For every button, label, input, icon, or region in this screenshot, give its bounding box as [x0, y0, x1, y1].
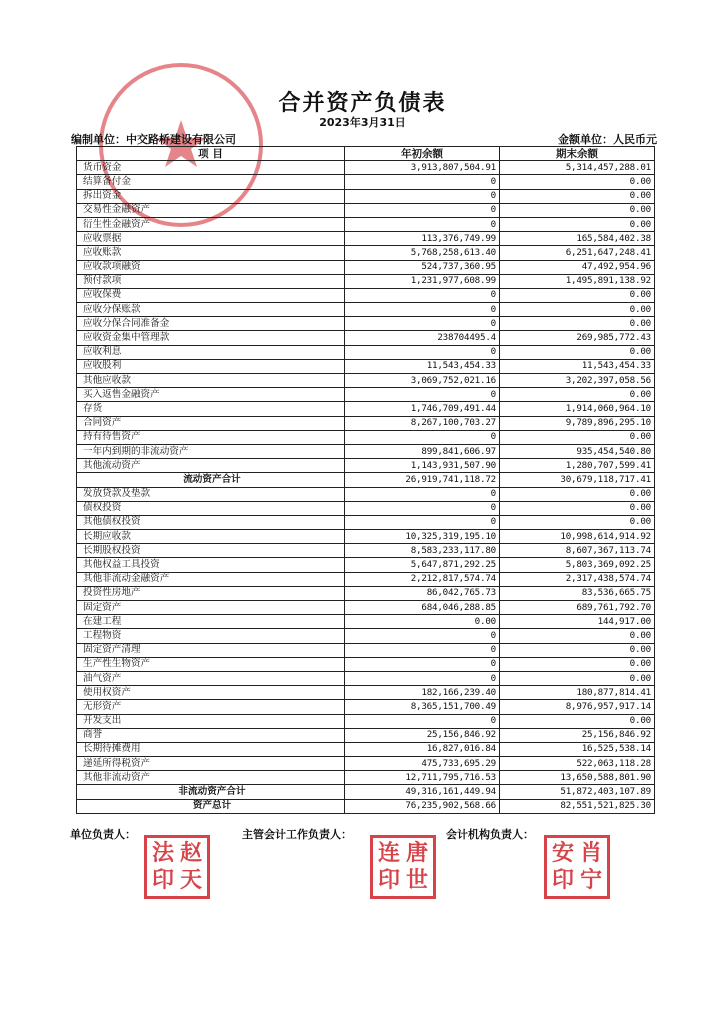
row-item: 递延所得税资产 [77, 757, 345, 771]
table-row [77, 757, 655, 771]
row-item: 工程物资 [77, 629, 345, 643]
table-row [77, 175, 655, 189]
row-item: 非流动资产合计 [77, 785, 345, 799]
row-begin-balance: 8,267,100,703.27 [345, 416, 500, 430]
signature-accounting-head: 主管会计工作负责人： [242, 828, 352, 841]
row-end-balance: 269,985,772.43 [500, 331, 655, 345]
table-row [77, 161, 655, 175]
table-row [77, 217, 655, 231]
row-item: 资产总计 [77, 799, 345, 813]
row-item: 应收分保账款 [77, 303, 345, 317]
row-end-balance: 47,492,954.96 [500, 260, 655, 274]
table-row [77, 586, 655, 600]
unit-label: 金额单位：人民币元 [558, 133, 657, 146]
row-end-balance: 5,803,369,092.25 [500, 558, 655, 572]
row-begin-balance: 0 [345, 203, 500, 217]
table-row [77, 203, 655, 217]
row-end-balance: 0.00 [500, 501, 655, 515]
header-end: 期末余额 [500, 147, 655, 161]
row-end-balance: 0.00 [500, 217, 655, 231]
row-item: 在建工程 [77, 615, 345, 629]
row-begin-balance: 0 [345, 657, 500, 671]
row-item: 商誉 [77, 728, 345, 742]
row-item: 衍生性金融资产 [77, 217, 345, 231]
table-row [77, 430, 655, 444]
signature-unit-head: 单位负责人： [70, 828, 136, 841]
row-begin-balance: 0 [345, 487, 500, 501]
row-end-balance: 0.00 [500, 189, 655, 203]
row-end-balance: 5,314,457,288.01 [500, 161, 655, 175]
header-item: 项 目 [77, 147, 345, 161]
row-end-balance: 83,536,665.75 [500, 586, 655, 600]
table-row [77, 359, 655, 373]
row-end-balance: 0.00 [500, 175, 655, 189]
table-row [77, 317, 655, 331]
row-item: 投资性房地产 [77, 586, 345, 600]
row-end-balance: 25,156,846.92 [500, 728, 655, 742]
row-item: 交易性金融资产 [77, 203, 345, 217]
row-begin-balance: 2,212,817,574.74 [345, 572, 500, 586]
row-item: 应收利息 [77, 345, 345, 359]
row-item: 其他债权投资 [77, 515, 345, 529]
company-label: 编制单位：中交路桥建设有限公司 [71, 133, 236, 146]
table-row [77, 487, 655, 501]
row-begin-balance: 0 [345, 515, 500, 529]
row-end-balance: 144,917.00 [500, 615, 655, 629]
row-item: 开发支出 [77, 714, 345, 728]
row-end-balance: 8,607,367,113.74 [500, 544, 655, 558]
row-end-balance: 82,551,521,825.30 [500, 799, 655, 813]
page-title: 合并资产负债表 [278, 91, 447, 116]
row-item: 无形资产 [77, 700, 345, 714]
report-date: 2023年3月31日 [319, 116, 406, 129]
table-row [77, 189, 655, 203]
row-begin-balance: 475,733,695.29 [345, 757, 500, 771]
row-end-balance: 6,251,647,248.41 [500, 246, 655, 260]
row-end-balance: 0.00 [500, 643, 655, 657]
table-row [77, 402, 655, 416]
row-begin-balance: 26,919,741,118.72 [345, 473, 500, 487]
table-row [77, 331, 655, 345]
row-begin-balance: 0 [345, 671, 500, 685]
row-begin-balance: 1,143,931,507.90 [345, 459, 500, 473]
row-item: 其他非流动金融资产 [77, 572, 345, 586]
row-begin-balance: 8,583,233,117.80 [345, 544, 500, 558]
row-end-balance: 689,761,792.70 [500, 601, 655, 615]
row-begin-balance: 0 [345, 189, 500, 203]
row-item: 持有待售资产 [77, 430, 345, 444]
row-end-balance: 0.00 [500, 203, 655, 217]
row-item: 预付款项 [77, 274, 345, 288]
row-end-balance: 10,998,614,914.92 [500, 530, 655, 544]
row-end-balance: 0.00 [500, 487, 655, 501]
row-item: 使用权资产 [77, 686, 345, 700]
row-item: 存货 [77, 402, 345, 416]
balance-sheet-table [76, 146, 655, 814]
table-row [77, 728, 655, 742]
row-item: 生产性生物资产 [77, 657, 345, 671]
row-begin-balance: 0 [345, 629, 500, 643]
row-begin-balance: 11,543,454.33 [345, 359, 500, 373]
table-row [77, 501, 655, 515]
table-row [77, 515, 655, 529]
row-begin-balance: 238704495.4 [345, 331, 500, 345]
row-end-balance: 13,650,588,801.90 [500, 771, 655, 785]
row-item: 固定资产清理 [77, 643, 345, 657]
table-header-row [77, 147, 655, 161]
row-begin-balance: 0 [345, 714, 500, 728]
table-row [77, 742, 655, 756]
table-row [77, 615, 655, 629]
table-row [77, 799, 655, 813]
row-item: 应收股利 [77, 359, 345, 373]
row-item: 应收款项融资 [77, 260, 345, 274]
table-row [77, 601, 655, 615]
row-item: 其他权益工具投资 [77, 558, 345, 572]
row-begin-balance: 0 [345, 217, 500, 231]
row-begin-balance: 5,768,258,613.40 [345, 246, 500, 260]
stamp-unit-head: 法 赵 印 天 [144, 835, 210, 899]
table-row [77, 459, 655, 473]
row-end-balance: 1,280,707,599.41 [500, 459, 655, 473]
row-item: 买入返售金融资产 [77, 388, 345, 402]
row-begin-balance: 0 [345, 303, 500, 317]
table-row [77, 444, 655, 458]
row-item: 其他流动资产 [77, 459, 345, 473]
row-begin-balance: 8,365,151,700.49 [345, 700, 500, 714]
table-row [77, 657, 655, 671]
table-row [77, 558, 655, 572]
row-end-balance: 165,584,402.38 [500, 232, 655, 246]
table-row [77, 232, 655, 246]
table-row [77, 374, 655, 388]
row-end-balance: 51,872,403,107.89 [500, 785, 655, 799]
row-begin-balance: 0 [345, 317, 500, 331]
row-item: 发放贷款及垫款 [77, 487, 345, 501]
table-row [77, 572, 655, 586]
row-item: 应收资金集中管理款 [77, 331, 345, 345]
table-row [77, 643, 655, 657]
row-end-balance: 935,454,540.80 [500, 444, 655, 458]
row-begin-balance: 113,376,749.99 [345, 232, 500, 246]
row-item: 其他应收款 [77, 374, 345, 388]
row-item: 应收分保合同准备金 [77, 317, 345, 331]
row-item: 油气资产 [77, 671, 345, 685]
row-begin-balance: 76,235,902,568.66 [345, 799, 500, 813]
table-row [77, 288, 655, 302]
row-end-balance: 1,495,891,138.92 [500, 274, 655, 288]
row-item: 结算备付金 [77, 175, 345, 189]
row-begin-balance: 16,827,016.84 [345, 742, 500, 756]
row-end-balance: 0.00 [500, 388, 655, 402]
stamp-accounting-dept: 安 肖 印 宁 [544, 835, 610, 899]
row-begin-balance: 25,156,846.92 [345, 728, 500, 742]
row-end-balance: 0.00 [500, 629, 655, 643]
table-row [77, 473, 655, 487]
table-row [77, 388, 655, 402]
table-row [77, 544, 655, 558]
row-begin-balance: 0 [345, 501, 500, 515]
row-begin-balance: 0 [345, 388, 500, 402]
row-begin-balance: 182,166,239.40 [345, 686, 500, 700]
row-end-balance: 0.00 [500, 430, 655, 444]
row-begin-balance: 684,046,288.85 [345, 601, 500, 615]
row-begin-balance: 86,042,765.73 [345, 586, 500, 600]
row-end-balance: 0.00 [500, 714, 655, 728]
row-begin-balance: 0.00 [345, 615, 500, 629]
row-begin-balance: 0 [345, 430, 500, 444]
row-begin-balance: 12,711,795,716.53 [345, 771, 500, 785]
table-row [77, 714, 655, 728]
table-row [77, 260, 655, 274]
row-begin-balance: 3,069,752,021.16 [345, 374, 500, 388]
table-row [77, 416, 655, 430]
row-end-balance: 0.00 [500, 288, 655, 302]
row-item: 应收账款 [77, 246, 345, 260]
row-item: 债权投资 [77, 501, 345, 515]
row-end-balance: 16,525,538.14 [500, 742, 655, 756]
table-row [77, 246, 655, 260]
row-item: 长期待摊费用 [77, 742, 345, 756]
table-row [77, 785, 655, 799]
table-row [77, 671, 655, 685]
row-item: 货币资金 [77, 161, 345, 175]
table-row [77, 530, 655, 544]
row-begin-balance: 899,841,606.97 [345, 444, 500, 458]
row-end-balance: 0.00 [500, 317, 655, 331]
row-end-balance: 3,202,397,058.56 [500, 374, 655, 388]
row-item: 应收票据 [77, 232, 345, 246]
table-row [77, 274, 655, 288]
table-row [77, 686, 655, 700]
row-end-balance: 0.00 [500, 671, 655, 685]
row-item: 拆出资金 [77, 189, 345, 203]
row-item: 流动资产合计 [77, 473, 345, 487]
row-begin-balance: 5,647,871,292.25 [345, 558, 500, 572]
row-end-balance: 9,789,896,295.10 [500, 416, 655, 430]
signature-accounting-dept: 会计机构负责人： [446, 828, 534, 841]
row-begin-balance: 0 [345, 175, 500, 189]
row-end-balance: 11,543,454.33 [500, 359, 655, 373]
row-begin-balance: 10,325,319,195.10 [345, 530, 500, 544]
row-end-balance: 522,063,118.28 [500, 757, 655, 771]
row-begin-balance: 3,913,807,504.91 [345, 161, 500, 175]
row-end-balance: 0.00 [500, 657, 655, 671]
row-item: 其他非流动资产 [77, 771, 345, 785]
row-item: 合同资产 [77, 416, 345, 430]
row-begin-balance: 1,746,709,491.44 [345, 402, 500, 416]
row-begin-balance: 0 [345, 288, 500, 302]
row-end-balance: 8,976,957,917.14 [500, 700, 655, 714]
row-end-balance: 1,914,060,964.10 [500, 402, 655, 416]
row-end-balance: 180,877,814.41 [500, 686, 655, 700]
row-item: 长期应收款 [77, 530, 345, 544]
row-item: 长期股权投资 [77, 544, 345, 558]
table-row [77, 303, 655, 317]
row-begin-balance: 49,316,161,449.94 [345, 785, 500, 799]
row-begin-balance: 524,737,360.95 [345, 260, 500, 274]
row-item: 应收保费 [77, 288, 345, 302]
row-begin-balance: 1,231,977,608.99 [345, 274, 500, 288]
row-item: 固定资产 [77, 601, 345, 615]
stamp-accounting-head: 连 唐 印 世 [370, 835, 436, 899]
row-end-balance: 2,317,438,574.74 [500, 572, 655, 586]
row-end-balance: 30,679,118,717.41 [500, 473, 655, 487]
row-end-balance: 0.00 [500, 345, 655, 359]
row-end-balance: 0.00 [500, 303, 655, 317]
header-begin: 年初余额 [345, 147, 500, 161]
table-row [77, 345, 655, 359]
row-item: 一年内到期的非流动资产 [77, 444, 345, 458]
table-row [77, 771, 655, 785]
row-begin-balance: 0 [345, 345, 500, 359]
table-row [77, 700, 655, 714]
table-row [77, 629, 655, 643]
row-end-balance: 0.00 [500, 515, 655, 529]
row-begin-balance: 0 [345, 643, 500, 657]
